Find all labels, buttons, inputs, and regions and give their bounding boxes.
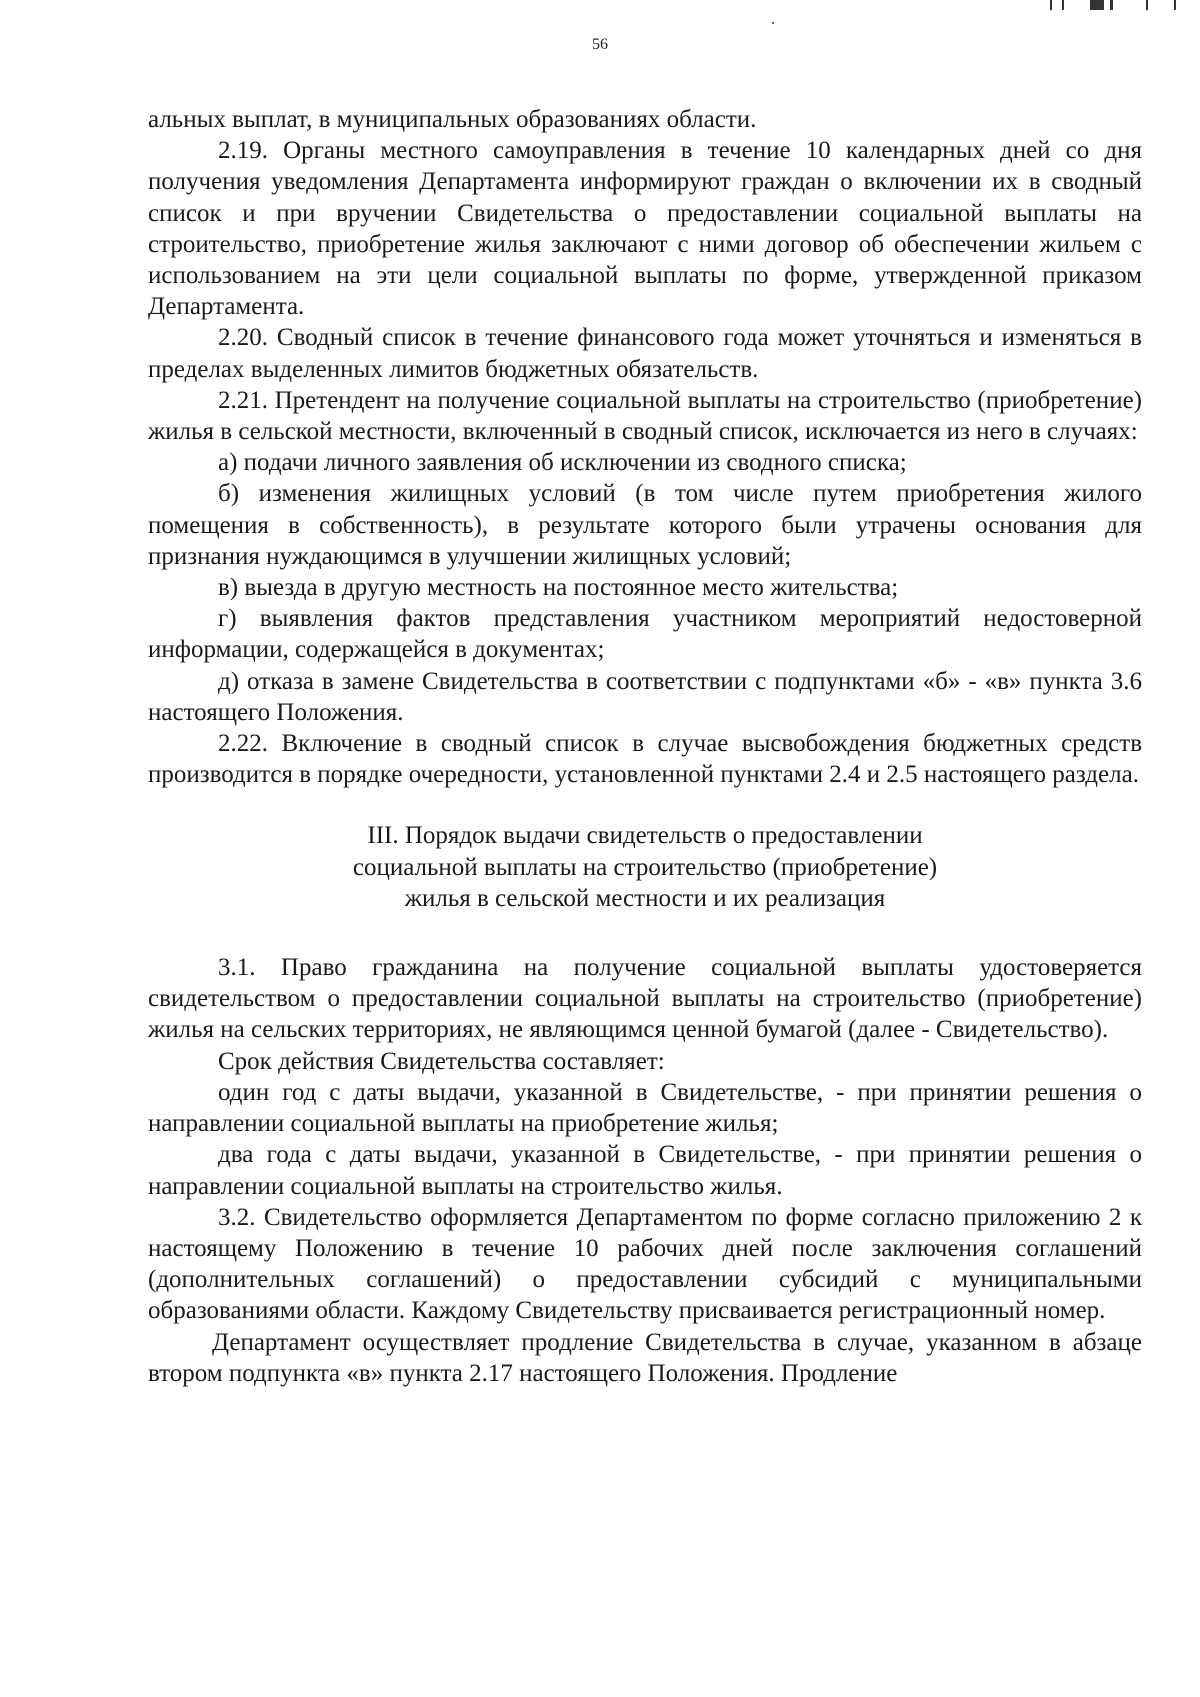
paragraph: Срок действия Свидетельства составляет: (218, 1047, 665, 1075)
section-heading-line: III. Порядок выдачи свидетельств о предоставлении (367, 822, 923, 850)
section-heading (148, 820, 1142, 914)
paragraph: 2.21. Претендент на получение социальной выплаты на строительство (приобретение) жилья в сельской местности, включенный в сводный список, исключается из него в случаях: (148, 386, 1142, 446)
list-item: в) выезда в другую местность на постоянное место жительства; (218, 574, 899, 602)
paragraph: Департамент осуществляет продление Свидетельства в случае, указанном в абзаце втором подпункта «в» пункта 2.17 настоящего Положения. Продление (148, 1328, 1142, 1387)
paragraph: два года с даты выдачи, указанной в Свидетельстве, - при принятии решения о направлении социальной выплаты на строительство жилья. (148, 1141, 1142, 1200)
document-body (148, 104, 1142, 1389)
paragraph: один год с даты выдачи, указанной в Свидетельстве, - при принятии решения о направлении социальной выплаты на приобретение жилья; (148, 1078, 1142, 1138)
page-number: 56 (592, 36, 608, 53)
list-item: д) отказа в замене Свидетельства в соответствии с подпунктами «б» - «в» пункта 3.6 настоящего Положения. (148, 667, 1142, 726)
list-item: г) выявления фактов представления участником мероприятий недостоверной информации, содержащейся в документах; (148, 605, 1142, 664)
paragraph: 2.22. Включение в сводный список в случае высвобождения бюджетных средств производится в порядке очередности, установленной пунктами 2.4 и 2.5 настоящего раздела. (148, 730, 1142, 789)
list-item: б) изменения жилищных условий (в том числе путем приобретения жилого помещения в собственность), в результате которого были утрачены основания для признания нуждающимся в улучшении жилищных условий; (148, 480, 1142, 570)
paragraph: 2.20. Сводный список в течение финансового года может уточняться и изменяться в пределах выделенных лимитов бюджетных обязательств. (148, 324, 1142, 383)
scan-artifact (1050, 0, 1180, 10)
paragraph: 2.19. Органы местного самоуправления в течение 10 календарных дней со дня получения уведомления Департамента информируют граждан о включении их в сводный список и при вручении Свидетельства о предоставлении социальной выплаты на строительство, приобретение жилья заключают с ними договор об обеспечении жильем с использованием на эти цели социальной выплаты по форме, утвержденной приказом Департамента. (148, 137, 1142, 321)
list-item: а) подачи личного заявления об исключении из сводного списка; (218, 449, 907, 477)
paragraph: 3.1. Право гражданина на получение социальной выплаты удостоверяется свидетельством о предоставлении социальной выплаты на строительство (приобретение) жилья на сельских территориях, не являющимся ценной бумагой (далее - Свидетельство). (148, 954, 1142, 1044)
paragraph: альных выплат, в муниципальных образованиях области. (148, 106, 757, 133)
paragraph: 3.2. Свидетельство оформляется Департаментом по форме согласно приложению 2 к настоящему Положению в течение 10 рабочих дней после заключения соглашений (дополнительных соглашений) о предоставлении субсидий с муниципальными образованиями области. Каждому Свидетельству присваивается регистрационный номер. (148, 1203, 1142, 1325)
section-heading-line: социальной выплаты на строительство (приобретение) (352, 853, 938, 881)
scan-speck (772, 22, 774, 24)
section-heading-line: жилья в сельской местности и их реализация (404, 884, 886, 912)
